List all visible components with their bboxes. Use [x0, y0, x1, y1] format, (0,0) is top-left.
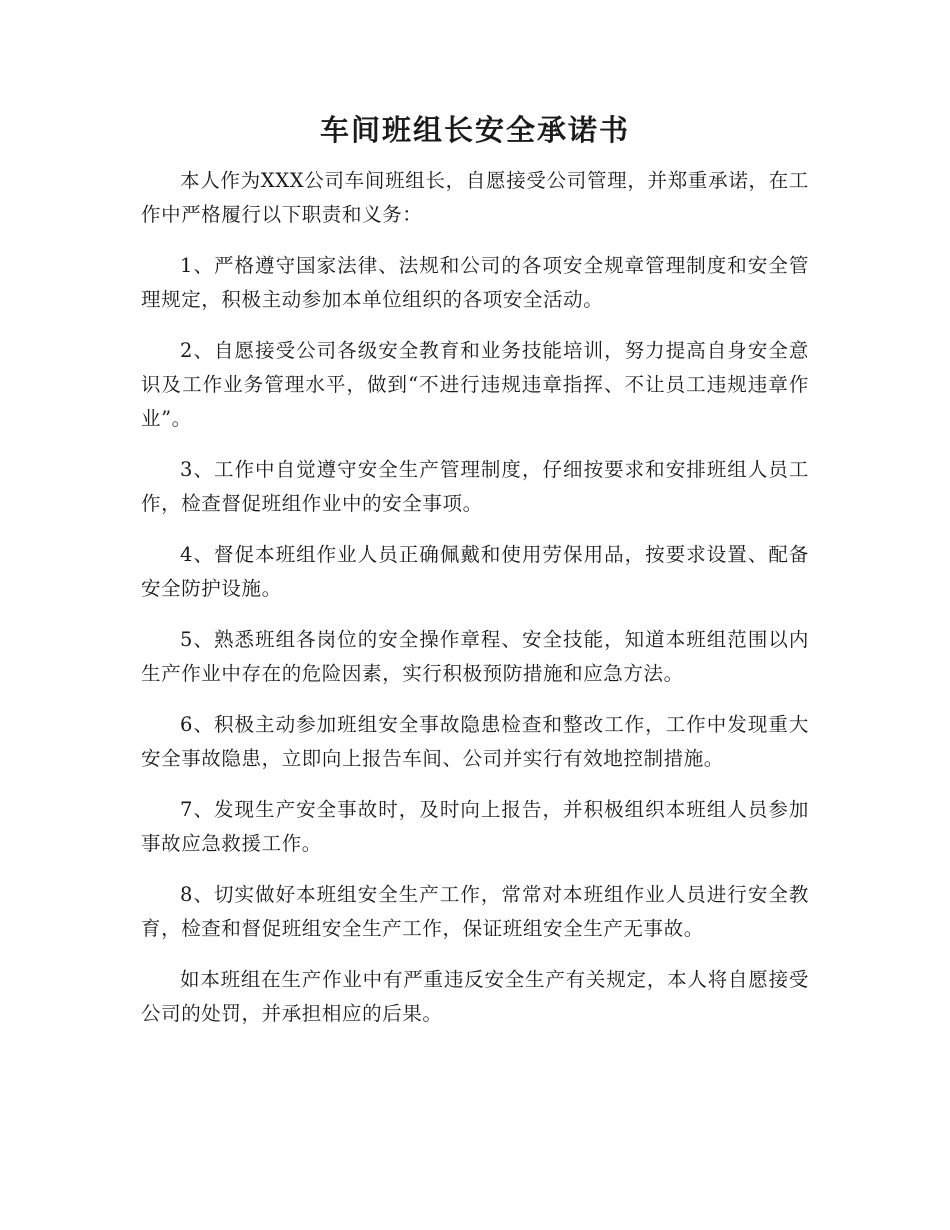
clause-8: 8、切实做好本班组安全生产工作，常常对本班组作业人员进行安全教育，检查和督促班组安全生产工作，保证班组安全生产无事故。: [141, 883, 809, 940]
clause-7: 7、发现生产安全事故时，及时向上报告，并积极组织本班组人员参加事故应急救援工作。: [141, 798, 809, 855]
clause-3: 3、工作中自觉遵守安全生产管理制度，仔细按要求和安排班组人员工作，检查督促班组作业中的安全事项。: [141, 458, 809, 515]
clause-1: 1、严格遵守国家法律、法规和公司的各项安全规章管理制度和安全管理规定，积极主动参加本单位组织的各项安全活动。: [141, 254, 809, 311]
intro-paragraph: 本人作为XXX公司车间班组长，自愿接受公司管理，并郑重承诺，在工作中严格履行以下职责和义务：: [141, 169, 809, 226]
document-page: [141, 108, 809, 1048]
clause-2: 2、自愿接受公司各级安全教育和业务技能培训，努力提高自身安全意识及工作业务管理水平，做到“不进行违规违章指挥、不让员工违规违章作业”。: [141, 339, 809, 430]
clause-6: 6、积极主动参加班组安全事故隐患检查和整改工作，工作中发现重大安全事故隐患，立即向上报告车间、公司并实行有效地控制措施。: [141, 713, 809, 770]
closing-paragraph: 如本班组在生产作业中有严重违反安全生产有关规定，本人将自愿接受公司的处罚，并承担相应的后果。: [141, 968, 809, 1025]
clause-4: 4、督促本班组作业人员正确佩戴和使用劳保用品，按要求设置、配备安全防护设施。: [141, 543, 809, 600]
document-title: 车间班组长安全承诺书: [319, 113, 630, 147]
clause-5: 5、熟悉班组各岗位的安全操作章程、安全技能，知道本班组范围以内生产作业中存在的危险因素，实行积极预防措施和应急方法。: [141, 628, 809, 685]
